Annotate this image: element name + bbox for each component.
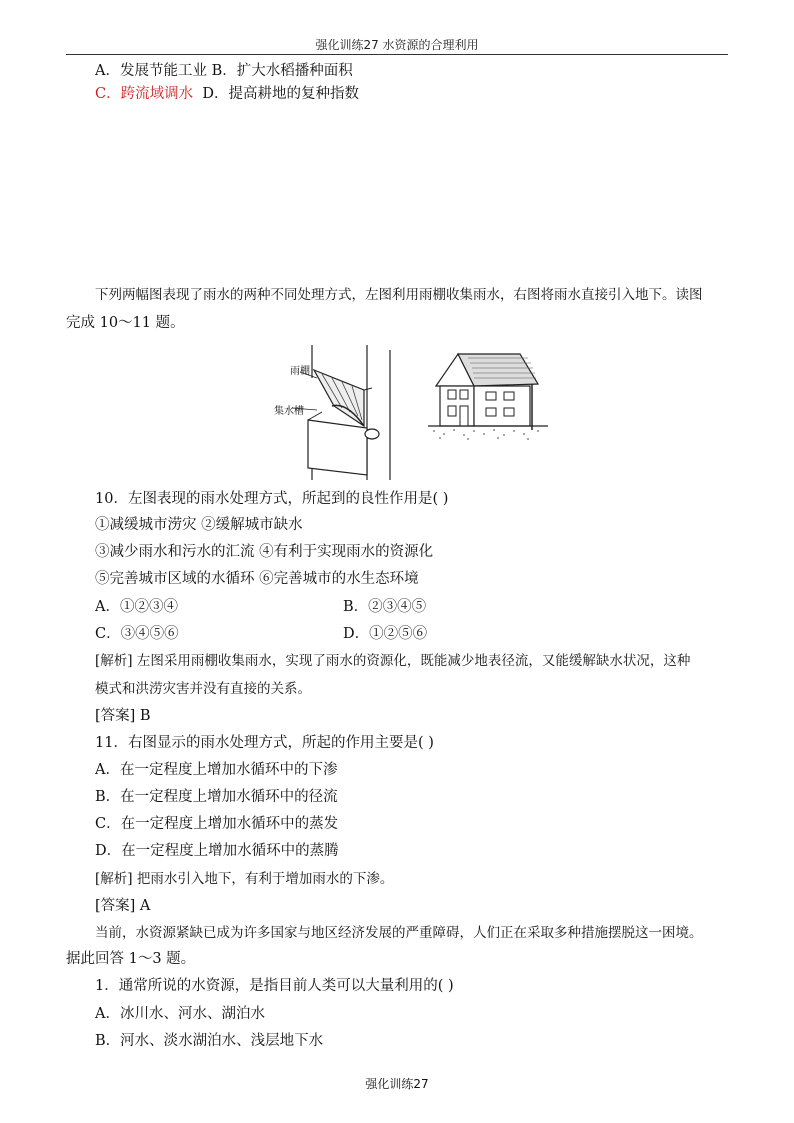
q11-option-a: A．在一定程度上增加水循环中的下渗 [95, 762, 338, 778]
q1-option-b: B．河水、淡水湖泊水、浅层地下水 [95, 1033, 324, 1049]
rain-shed-figure [272, 340, 412, 480]
q10-analysis-1: [解析] 左图采用雨棚收集雨水，实现了雨水的资源化，既能减少地表径流，又能缓解缺水状况，这种 [95, 653, 691, 669]
label-rain-shed: 雨棚 [290, 366, 310, 377]
q11-option-c: C．在一定程度上增加水循环中的蒸发 [95, 816, 339, 832]
options-c-d [95, 85, 359, 103]
intro-line-2: 完成 10～11 题。 [66, 315, 185, 331]
q10-statements-3: ⑤完善城市区域的水循环 ⑥完善城市的水生态环境 [95, 571, 419, 587]
q1-option-a: A．冰川水、河水、湖泊水 [95, 1006, 265, 1022]
header-rule [66, 54, 728, 55]
page-header: 强化训练27 水资源的合理利用 [315, 38, 479, 52]
q10-option-b: B．②③④⑤ [343, 599, 427, 615]
q11-stem: 11．右图显示的雨水处理方式，所起的作用主要是( ) [95, 735, 434, 751]
q10-stem: 10．左图表现的雨水处理方式，所起到的良性作用是( ) [95, 491, 449, 507]
option-d: D．提高耕地的复种指数 [193, 86, 359, 102]
option-c-answer: C．跨流域调水 [95, 86, 194, 102]
q11-analysis: [解析] 把雨水引入地下，有利于增加雨水的下渗。 [95, 871, 394, 887]
q1-stem: 1．通常所说的水资源，是指目前人类可以大量利用的( ) [95, 978, 454, 994]
q10-statements-1: ①减缓城市涝灾 ②缓解城市缺水 [95, 517, 303, 533]
q10-option-d: D．①②⑤⑥ [343, 626, 428, 642]
passage-line-1: 当前，水资源紧缺已成为许多国家与地区经济发展的严重障碍，人们正在采取多种措施摆脱这一困境。 [95, 925, 703, 941]
q10-option-a: A．①②③④ [95, 599, 178, 615]
q11-answer: [答案] A [95, 898, 151, 914]
q11-option-b: B．在一定程度上增加水循环中的径流 [95, 789, 338, 805]
house-drawing [428, 346, 548, 441]
passage-line-2: 据此回答 1～3 题。 [66, 951, 196, 967]
page-footer: 强化训练27 [365, 1077, 429, 1091]
intro-line-1: 下列两幅图表现了雨水的两种不同处理方式，左图利用雨棚收集雨水，右图将雨水直接引入地下。读图 [95, 287, 703, 303]
label-collection-trough: 集水槽 [274, 406, 304, 417]
q11-option-d: D．在一定程度上增加水循环中的蒸腾 [95, 843, 339, 859]
q10-analysis-2: 模式和洪涝灾害并没有直接的关系。 [95, 681, 311, 697]
q10-statements-2: ③减少雨水和污水的汇流 ④有利于实现雨水的资源化 [95, 544, 434, 560]
q10-option-c: C．③④⑤⑥ [95, 626, 179, 642]
options-a-b: A．发展节能工业 B．扩大水稻播种面积 [95, 63, 353, 79]
house-figure [428, 346, 548, 441]
q10-answer: [答案] B [95, 708, 151, 724]
